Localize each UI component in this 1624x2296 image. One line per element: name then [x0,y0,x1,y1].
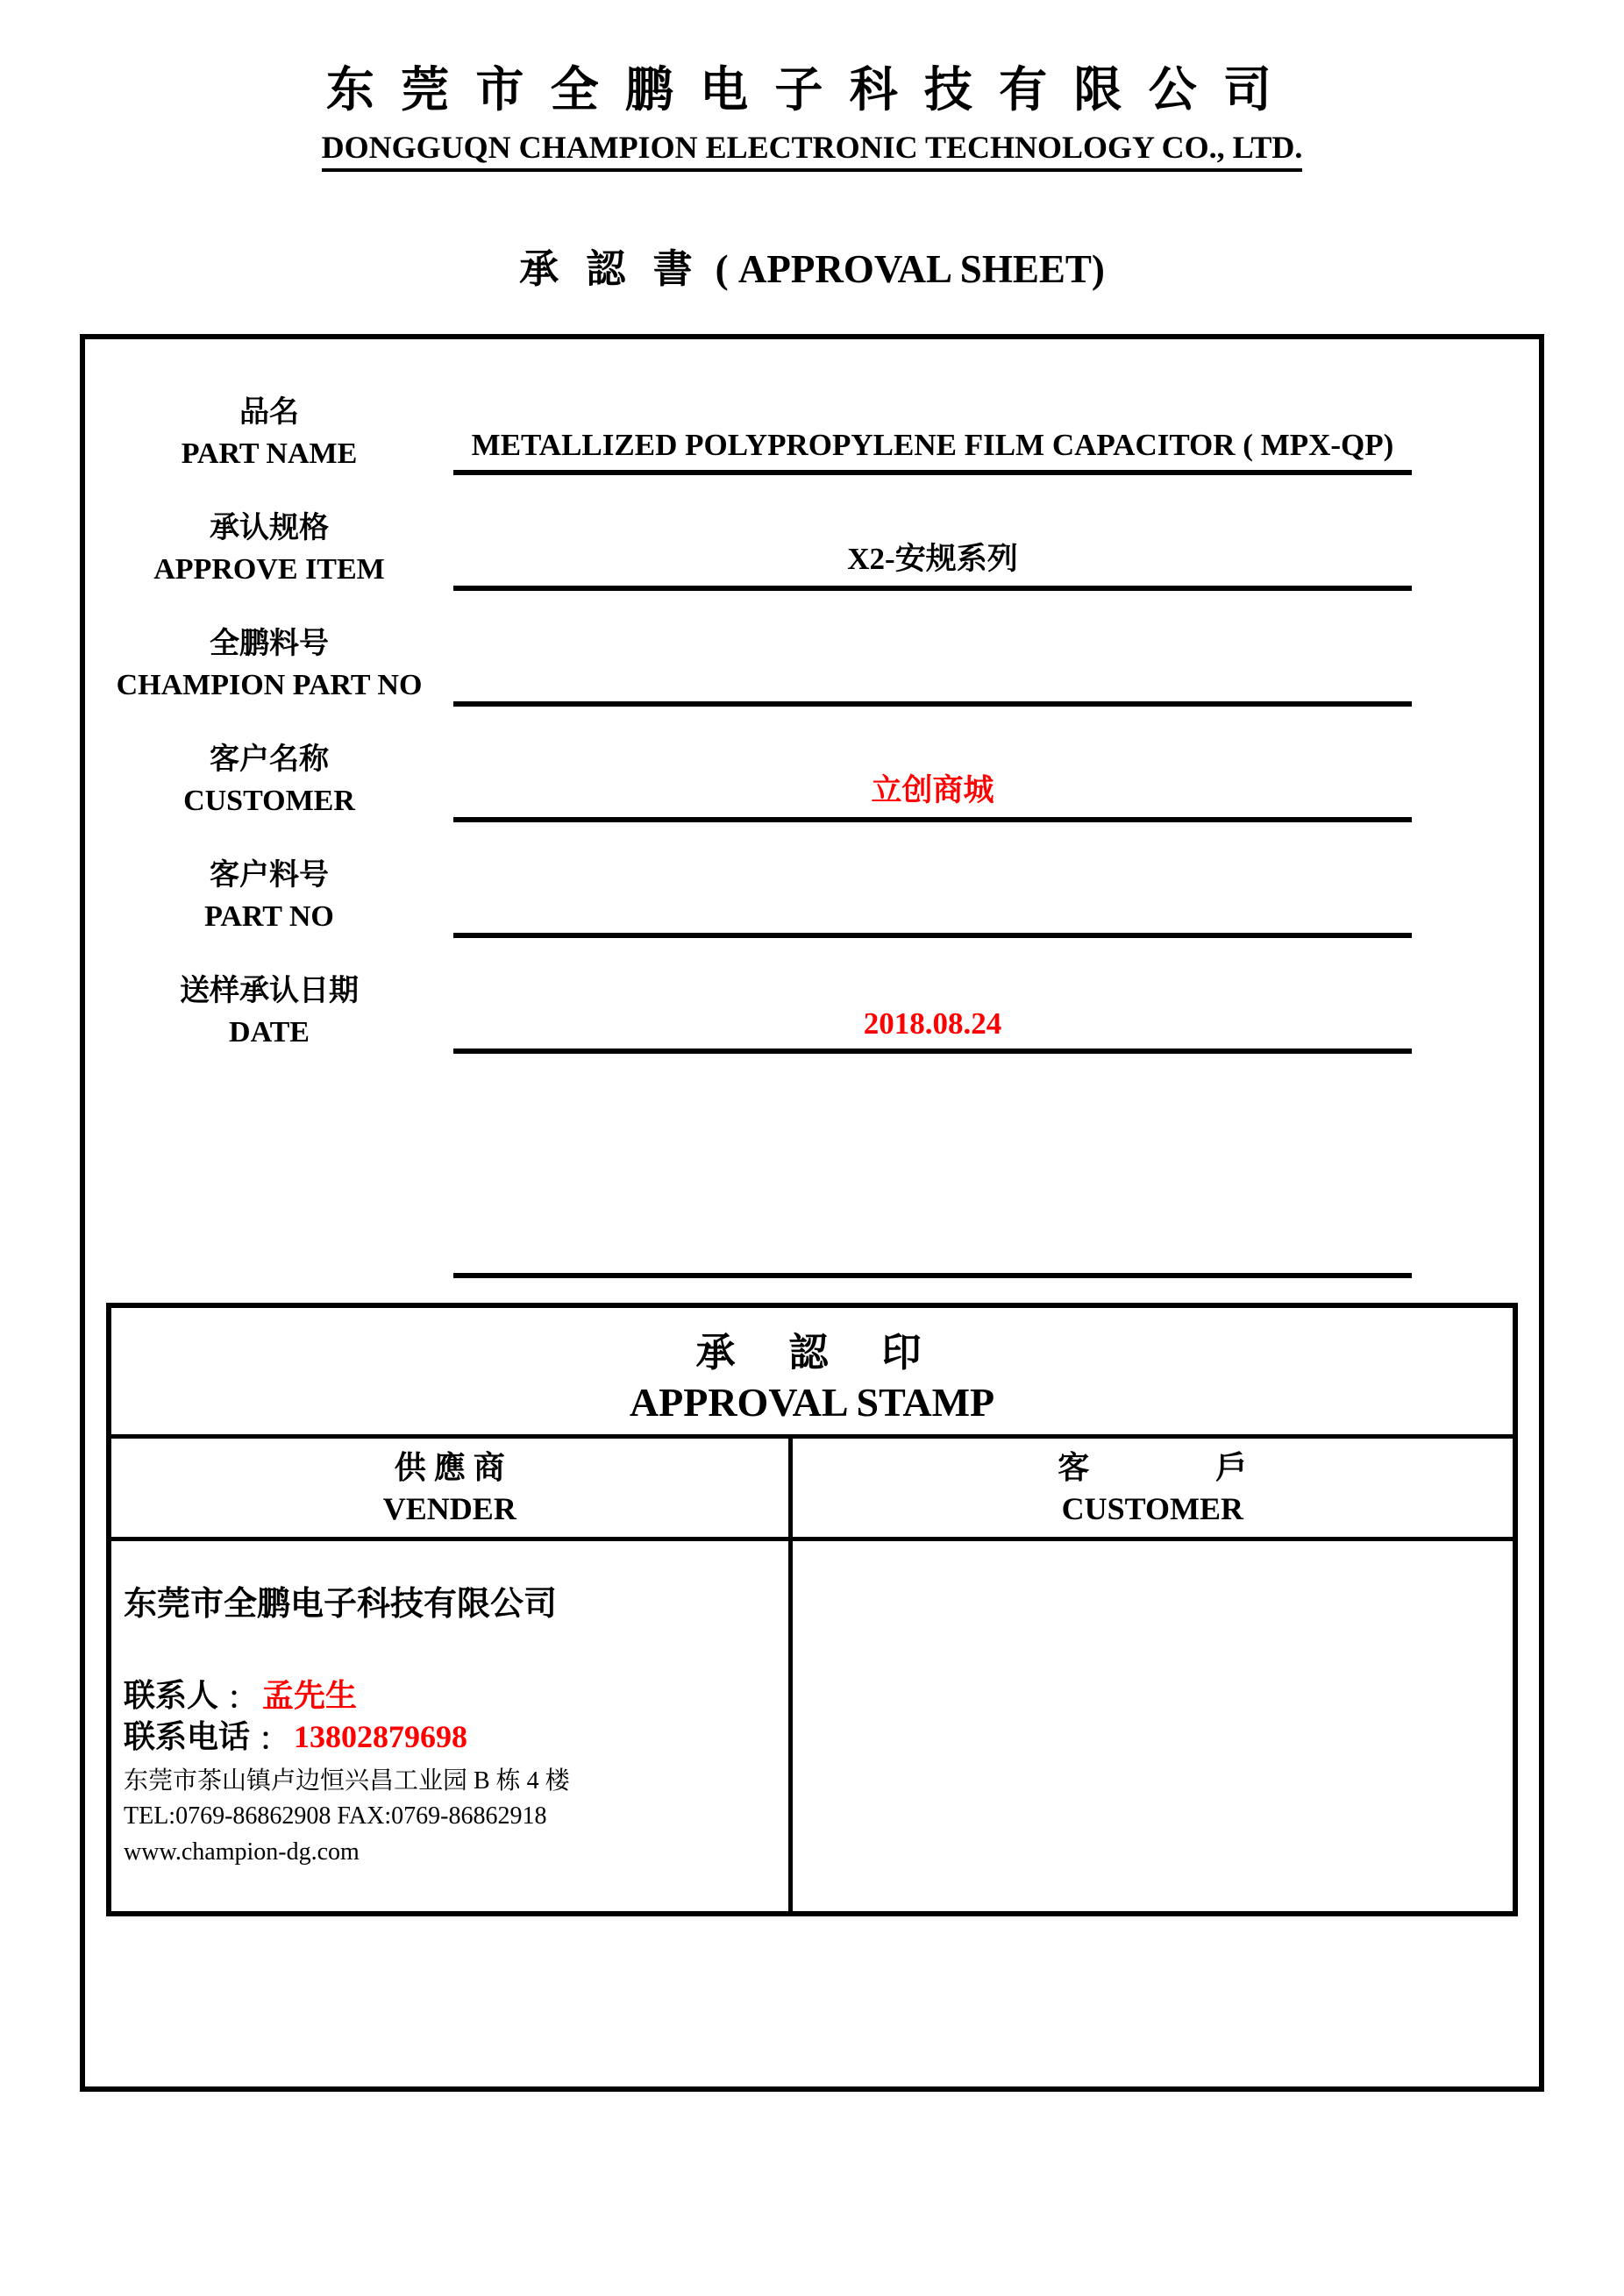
document-header [0,0,1624,294]
form-row-champion-part-no [85,619,1539,707]
vendor-website: www.champion-dg.com [124,1838,360,1866]
company-name-chinese: 东莞市全鹏电子科技有限公司 [325,63,1299,117]
form-row-part-no [85,850,1539,938]
part-name-value: METALLIZED POLYPROPYLENE FILM CAPACITOR ( MPX-QP) [471,428,1394,462]
champion-part-no-label [85,619,453,707]
part-name-value-line [453,387,1412,475]
approve-item-label-en: APPROVE ITEM [153,552,385,586]
customer-header-cn: 客 戶 [1058,1450,1248,1485]
champion-part-no-label-en: CHAMPION PART NO [116,668,423,701]
customer-value: 立创商城 [871,773,994,807]
champion-part-no-label-cn: 全鹏料号 [210,628,329,660]
customer-stamp-cell [793,1541,1513,1911]
customer-label-cn: 客户名称 [210,743,329,776]
champion-part-no-value-line [453,619,1412,707]
date-value: 2018.08.24 [863,1006,1002,1041]
customer-header-en: CUSTOMER [1061,1490,1243,1526]
customer-value-line [453,735,1412,822]
part-no-value-line [453,850,1412,938]
vendor-address: 东莞市茶山镇卢边恒兴昌工业园 B 栋 4 楼 [124,1766,570,1795]
approval-stamp-box [106,1303,1518,1916]
empty-signature-line [453,1273,1412,1278]
approval-stamp-title-cn: 承 認 印 [695,1331,929,1375]
date-value-line [453,966,1412,1054]
part-name-label-en: PART NAME [181,437,358,470]
part-no-label-cn: 客户料号 [210,859,329,892]
approve-item-value: X2-安规系列 [847,542,1018,576]
sheet-title-english: ( APPROVAL SHEET) [715,247,1105,291]
vendor-contact-name: 孟先生 [262,1677,358,1713]
sheet-title-chinese: 承 認 書 [519,247,702,291]
company-name-english: DONGGUQN CHAMPION ELECTRONIC TECHNOLOGY CO., LTD. [322,129,1303,172]
form-outer-box [80,334,1544,2092]
stamp-body [111,1541,1513,1911]
customer-label-en: CUSTOMER [183,784,355,817]
vendor-contact-line [124,1675,771,1717]
date-label-en: DATE [229,1015,310,1048]
approve-item-label-cn: 承认规格 [210,512,329,544]
vendor-column-header [111,1439,793,1537]
date-label [85,966,453,1054]
part-no-label [85,850,453,938]
approve-item-value-line [453,503,1412,591]
customer-label [85,735,453,822]
form-row-approve-item [85,503,1539,591]
vendor-header-en: VENDER [382,1490,516,1526]
vendor-company-name: 东莞市全鹏电子科技有限公司 [124,1585,558,1623]
approval-stamp-title-en: APPROVAL STAMP [629,1380,995,1425]
customer-column-header [793,1439,1513,1537]
date-label-cn: 送样承认日期 [180,975,359,1007]
vendor-phone-label: 联系电话﹕ [124,1719,282,1755]
vendor-phone-number: 13802879698 [294,1719,468,1755]
form-row-customer [85,735,1539,822]
vendor-contact-label: 联系人﹕ [124,1677,251,1713]
approval-stamp-title [111,1308,1513,1439]
part-name-label-cn: 品名 [239,396,299,429]
form-row-date [85,966,1539,1054]
form-row-part-name [85,387,1539,475]
part-no-label-en: PART NO [204,899,334,933]
vendor-header-cn: 供 應 商 [394,1450,505,1485]
approve-item-label [85,503,453,591]
stamp-column-headers [111,1439,1513,1541]
part-name-label [85,387,453,475]
sheet-title [0,237,1624,294]
company-name-english-wrap [0,129,1624,172]
vendor-tel-fax: TEL:0769-86862908 FAX:0769-86862918 [124,1802,547,1830]
vendor-stamp-cell [111,1541,793,1911]
vendor-phone-line [124,1717,771,1759]
